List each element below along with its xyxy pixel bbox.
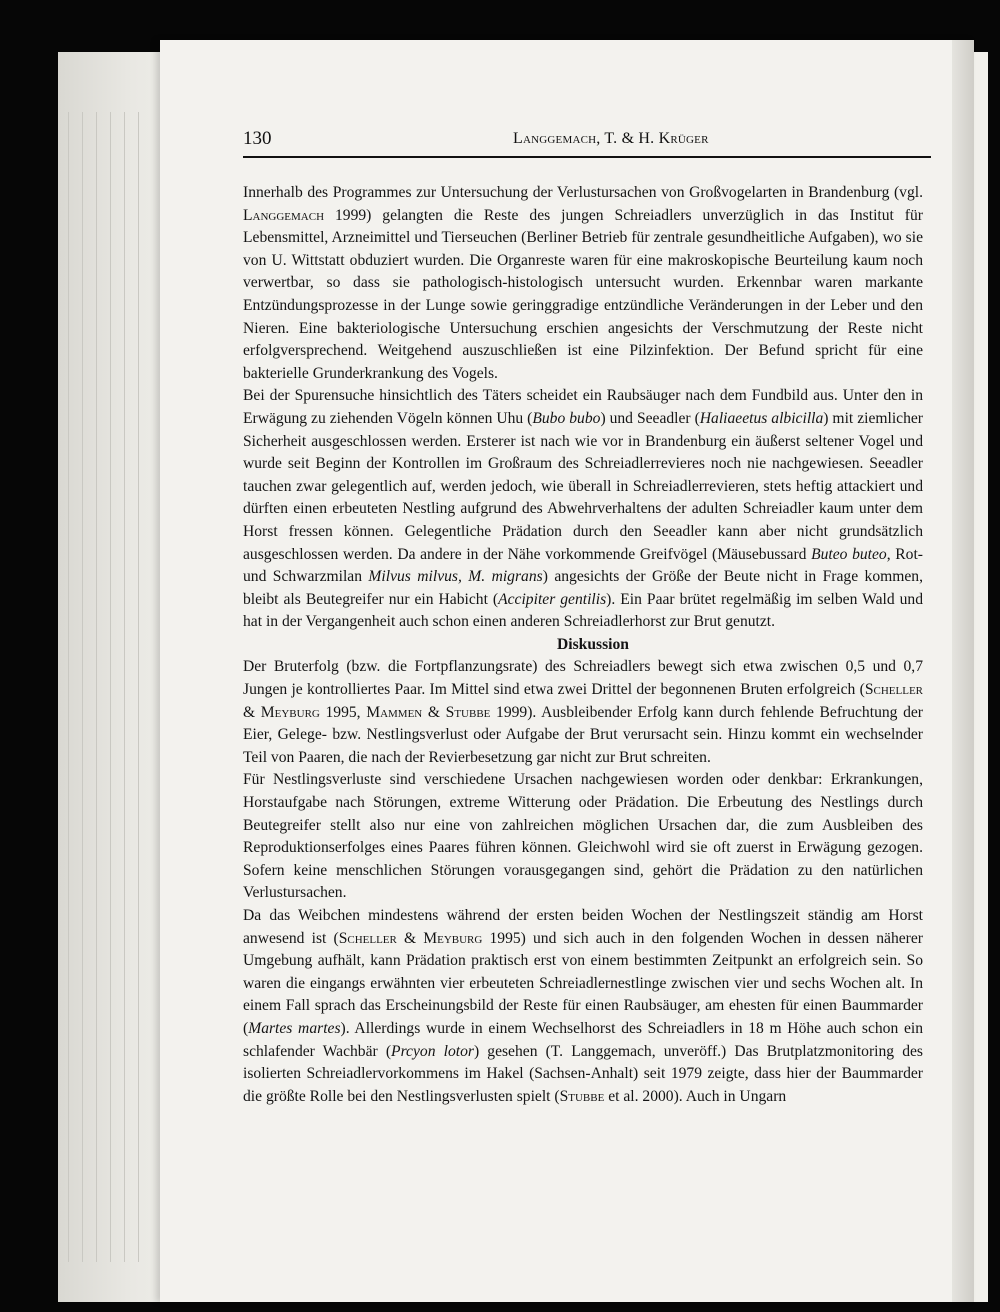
page-edge-line [96,112,97,1262]
species-name: Prcyon lotor [391,1042,474,1060]
page-edge-line [138,112,139,1262]
text-run: ) mit ziemlicher Sicherheit ausgeschlossen werden. Ersterer ist nach wie vor in Brandenburg ein äußerst seltener Vogel und wurde seit Beginn der Kontrollen im Großraum des Schreiadlerrevieres noch nie nachgewiesen. Seeadler tauchen zwar gelegentlich auf, werden jedoch, wie überall in Schreiadlerrevieren, stets heftig attackiert und dürften einen erbeuteten Nestling aufgrund des Abwehrverhaltens der adulten Schreiadler kaum unter dem Horst fressen können. Gelegentliche Prädation durch den Seeadler kann aber nicht grundsätzlich ausgeschlossen werden. Da andere in der Nähe vorkommende Greifvögel (Mäusebussard [243,409,923,563]
text-run: Für Nestlingsverluste sind verschiedene Ursachen nachgewiesen worden oder denkbar: Erkrankungen, Horstaufgabe nach Störungen, extreme Witterung oder Prädation. Die Erbeutung des Nestlings durch Beutegreifer stellt also nur eine von zahlreichen möglichen Ursachen dar, die zum Ausbleiben des Reproduktionserfolges eines Paares führen können. Gleichwohl wird sie oft zuerst in Erwägung gezogen. Sofern keine menschlichen Störungen vorausgegangen sind, gehört die Prädation zu den natürlichen Verlustursachen. [243,771,923,902]
species-name: Martes martes [248,1019,341,1037]
text-run: Der Bruterfolg (bzw. die Fortpflanzungsrate) des Schreiadlers bewegt sich etwa zwischen 0,5 und 0,7 Jungen je kontrolliertes Paar. Im Mittel sind etwa zwei Drittel der begonnenen Bruten erfolgreich ( [243,658,923,699]
text-run: ) angesichts der Größe der Beute nicht in Frage kommen, bleibt als Beutegreifer nur ein Habicht ( [243,568,924,608]
text-run: 1995) und sich auch in den folgenden Wochen in dessen näherer Umgebung aufhält, kann Prädation praktisch erst von einem bestimmten Zeitpunkt an erfolgreich sein. So waren die eingangs erwähnten vier erbeuteten Schreiadlernestlinge zwischen vier und sechs Wochen alt. In einem Fall sprach das Erscheinungsbild der Reste für einen Raubsäuger, am ehesten für einen Baummarder ( [243,929,923,1037]
species-name: Bubo bubo [532,409,601,427]
text-run: ) und Seeadler ( [600,409,700,427]
paragraph-3 [243,656,923,769]
page-number: 130 [243,128,272,149]
author-citation: Langgemach [243,206,325,224]
text-run: ). Allerdings wurde in einem Wechselhorst des Schreiadlers in 18 m Höhe auch schon ein schlafender Wachbär ( [243,1019,923,1060]
author-citation: Scheller & Meyburg [338,929,483,947]
section-heading: Diskussion [557,635,629,653]
page-edge-line [68,112,69,1262]
text-run: 1995, [319,703,367,721]
text-run: 1999) gelangten die Reste des jungen Schreiadlers unverzüglich in das Institut für Lebensmittel, Arzneimittel und Tierseuchen (Berliner Betrieb für zentrale gesundheitliche Aufgaben), wo sie von U. Wittstatt obduziert wurden. Die Organreste waren für eine makroskopische Beurteilung kaum noch verwertbar, so dass sie pathologisch-histologisch untersucht wurden. Erkennbar waren markante Entzündungsprozesse in der Lunge sowie geringgradige entzündliche Veränderungen in der Leber und den Nieren. Eine bakteriologische Untersuchung erschien angesichts der Verschmutzung der Reste nicht erfolgversprechend. Weitgehend auszuschließen ist eine Pilzinfektion. Der Befund spricht für eine bakterielle Grunderkrankung des Vogels. [243,206,923,382]
page-edge-line [124,112,125,1262]
body-text [243,182,923,1108]
species-name: Buteo buteo [811,545,887,563]
page-edge-line [110,112,111,1262]
page-gutter-shadow [952,40,974,1302]
text-run: Innerhalb des Programmes zur Untersuchung der Verlustursachen von Großvogelarten in Brandenburg (vgl. [243,184,923,201]
paragraph-1 [243,182,923,385]
text-run: Da das Weibchen mindestens während der ersten beiden Wochen der Nestlingszeit ständig am Horst anwesend ist ( [243,907,923,947]
species-name: Milvus milvus, M. migrans [368,568,543,586]
author-citation: Stubbe [559,1087,605,1105]
text-run: 1999). Ausbleibender Erfolg kann durch fehlende Befruchtung der Eier, Gelege- bzw. Nestlingsverlust oder Aufgabe der Brut verursacht sein. Hinzu kommt ein wechselnder Teil von Paaren, die nach der Revierbesetzung gar nicht zur Brut schreiten. [243,703,923,766]
text-run: , Rot- und Schwarzmilan [243,545,923,586]
author-citation: Scheller & Meyburg [243,681,923,721]
author-citation: Mammen & Stubbe [366,703,491,721]
text-run: et al. 2000). Auch in Ungarn [604,1087,787,1105]
paragraph-5 [243,905,923,1108]
page-header [243,126,931,158]
text-run: ) gesehen (T. Langgemach, unveröff.) Das Brutplatzmonitoring des isolierten Schreiadlervorkommens im Hakel (Sachsen-Anhalt) seit 1979 zeigte, dass hier der Baummarder die größte Rolle bei den Nestlingsverlusten spielt ( [243,1042,923,1105]
text-run: ). Ein Paar brütet regelmäßig im selben Wald und hat in der Vergangenheit auch schon einen anderen Schreiadlerhorst zur Brut genutzt. [243,590,923,631]
text-run: Bei der Spurensuche hinsichtlich des Täters scheidet ein Raubsäuger nach dem Fundbild aus. Unter den in Erwägung zu ziehenden Vögeln können Uhu ( [243,387,923,427]
species-name: Haliaeetus albicilla [699,409,824,427]
page-edge-line [82,112,83,1262]
running-head: Langgemach, T. & H. Krüger [513,130,709,147]
paragraph-2 [243,385,923,634]
paragraph-4 [243,769,923,905]
species-name: Accipiter gentilis [498,590,607,608]
